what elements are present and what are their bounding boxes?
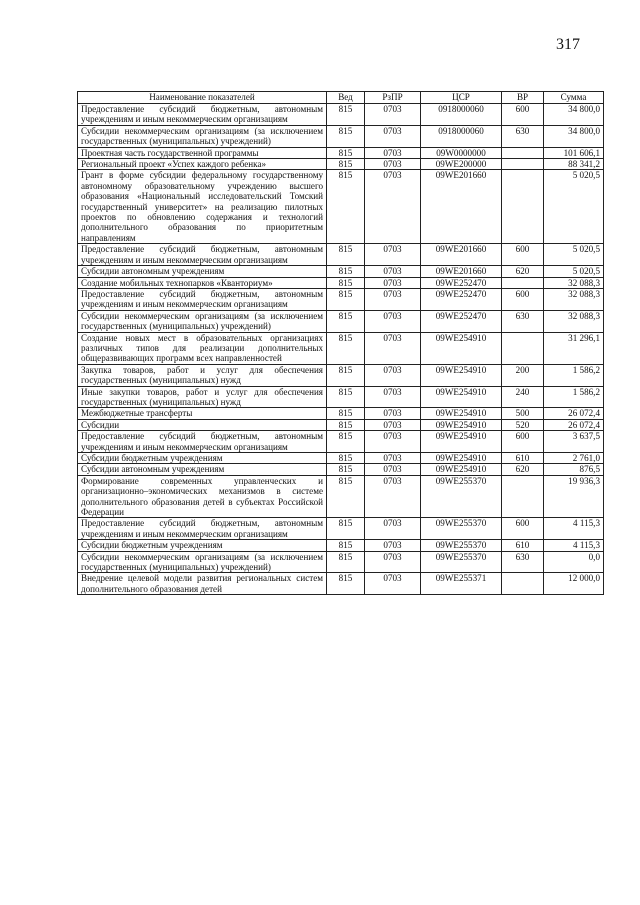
budget-table — [77, 91, 604, 595]
cell-vr: 600 — [502, 244, 544, 266]
cell-csr: 09WE255370 — [421, 540, 502, 551]
cell-csr: 0918000060 — [421, 104, 502, 126]
table-row — [78, 453, 604, 464]
header-vr: ВР — [502, 92, 544, 104]
cell-ved: 815 — [327, 518, 365, 540]
cell-rzpr: 0703 — [365, 540, 421, 551]
cell-vr: 600 — [502, 518, 544, 540]
cell-rzpr: 0703 — [365, 125, 421, 147]
cell-vr: 500 — [502, 408, 544, 419]
cell-ved: 815 — [327, 464, 365, 475]
cell-vr: 620 — [502, 464, 544, 475]
cell-ved: 815 — [327, 386, 365, 408]
cell-csr: 09WE252470 — [421, 288, 502, 310]
cell-name: Предоставление субсидий бюджетным, автономным учреждениям и иным некоммерческим организациям — [78, 288, 327, 310]
cell-vr: 630 — [502, 551, 544, 573]
cell-rzpr: 0703 — [365, 419, 421, 430]
header-rzpr: РзПР — [365, 92, 421, 104]
cell-ved: 815 — [327, 408, 365, 419]
cell-csr: 09WE252470 — [421, 310, 502, 332]
cell-ved: 815 — [327, 332, 365, 364]
cell-csr: 09WE254910 — [421, 386, 502, 408]
cell-name: Субсидии автономным учреждениям — [78, 464, 327, 475]
cell-ved: 815 — [327, 147, 365, 158]
cell-rzpr: 0703 — [365, 573, 421, 595]
cell-csr: 09WE201660 — [421, 266, 502, 277]
cell-sum: 5 020,5 — [544, 244, 604, 266]
cell-csr: 09WE254910 — [421, 408, 502, 419]
cell-csr: 09WE254910 — [421, 431, 502, 453]
cell-name: Создание мобильных технопарков «Кванториум» — [78, 277, 327, 288]
cell-csr: 0918000060 — [421, 125, 502, 147]
cell-vr: 610 — [502, 540, 544, 551]
cell-sum: 5 020,5 — [544, 266, 604, 277]
cell-vr: 600 — [502, 288, 544, 310]
table-row — [78, 104, 604, 126]
cell-rzpr: 0703 — [365, 147, 421, 158]
table-row — [78, 419, 604, 430]
header-sum: Сумма — [544, 92, 604, 104]
cell-sum: 3 637,5 — [544, 431, 604, 453]
cell-csr: 09WE252470 — [421, 277, 502, 288]
cell-ved: 815 — [327, 266, 365, 277]
table-row — [78, 475, 604, 518]
cell-ved: 815 — [327, 475, 365, 518]
table-row — [78, 277, 604, 288]
cell-sum: 26 072,4 — [544, 419, 604, 430]
header-csr: ЦСР — [421, 92, 502, 104]
cell-ved: 815 — [327, 288, 365, 310]
cell-name: Внедрение целевой модели развития региональных систем дополнительного образования детей — [78, 573, 327, 595]
cell-rzpr: 0703 — [365, 386, 421, 408]
cell-vr — [502, 170, 544, 244]
cell-ved: 815 — [327, 419, 365, 430]
cell-sum: 4 115,3 — [544, 540, 604, 551]
cell-ved: 815 — [327, 170, 365, 244]
cell-csr: 09WE255370 — [421, 551, 502, 573]
cell-sum: 0,0 — [544, 551, 604, 573]
cell-vr: 630 — [502, 125, 544, 147]
cell-rzpr: 0703 — [365, 475, 421, 518]
cell-vr — [502, 573, 544, 595]
cell-ved: 815 — [327, 431, 365, 453]
cell-rzpr: 0703 — [365, 310, 421, 332]
cell-ved: 815 — [327, 453, 365, 464]
table-row — [78, 125, 604, 147]
cell-rzpr: 0703 — [365, 244, 421, 266]
cell-ved: 815 — [327, 573, 365, 595]
cell-rzpr: 0703 — [365, 408, 421, 419]
cell-name: Предоставление субсидий бюджетным, автономным учреждениям и иным некоммерческим организациям — [78, 104, 327, 126]
cell-name: Иные закупки товаров, работ и услуг для обеспечения государственных (муниципальных) нужд — [78, 386, 327, 408]
table-row — [78, 147, 604, 158]
table-body — [78, 104, 604, 595]
cell-name: Грант в форме субсидии федеральному государственному автономному образовательному учреждению высшего образования «Национальный исследовательский Томский государственный университет» на реализацию пилотных проектов по обновлению содержания и технологий дополнительного образования по приоритетным направлениям — [78, 170, 327, 244]
cell-rzpr: 0703 — [365, 170, 421, 244]
cell-ved: 815 — [327, 244, 365, 266]
cell-vr: 610 — [502, 453, 544, 464]
cell-name: Субсидии автономным учреждениям — [78, 266, 327, 277]
cell-name: Субсидии бюджетным учреждениям — [78, 540, 327, 551]
cell-sum: 1 586,2 — [544, 364, 604, 386]
cell-csr: 09WE254910 — [421, 364, 502, 386]
table-row — [78, 431, 604, 453]
cell-name: Проектная часть государственной программы — [78, 147, 327, 158]
cell-name: Субсидии бюджетным учреждениям — [78, 453, 327, 464]
table-row — [78, 518, 604, 540]
table-row — [78, 386, 604, 408]
cell-sum: 12 000,0 — [544, 573, 604, 595]
cell-ved: 815 — [327, 551, 365, 573]
cell-csr: 09W0000000 — [421, 147, 502, 158]
cell-name: Субсидии некоммерческим организациям (за исключением государственных (муниципальных) учреждений) — [78, 125, 327, 147]
table-row — [78, 551, 604, 573]
table-row — [78, 288, 604, 310]
cell-name: Субсидии — [78, 419, 327, 430]
cell-csr: 09WE255370 — [421, 475, 502, 518]
cell-rzpr: 0703 — [365, 277, 421, 288]
cell-sum: 19 936,3 — [544, 475, 604, 518]
cell-rzpr: 0703 — [365, 159, 421, 170]
cell-rzpr: 0703 — [365, 288, 421, 310]
cell-vr: 620 — [502, 266, 544, 277]
table-row — [78, 310, 604, 332]
cell-ved: 815 — [327, 310, 365, 332]
cell-ved: 815 — [327, 364, 365, 386]
table-row — [78, 332, 604, 364]
cell-rzpr: 0703 — [365, 453, 421, 464]
cell-vr: 520 — [502, 419, 544, 430]
table-row — [78, 159, 604, 170]
cell-ved: 815 — [327, 159, 365, 170]
cell-csr: 09WE200000 — [421, 159, 502, 170]
table-header-row — [78, 92, 604, 104]
cell-rzpr: 0703 — [365, 551, 421, 573]
cell-sum: 2 761,0 — [544, 453, 604, 464]
cell-sum: 1 586,2 — [544, 386, 604, 408]
cell-rzpr: 0703 — [365, 431, 421, 453]
table-row — [78, 266, 604, 277]
cell-name: Субсидии некоммерческим организациям (за исключением государственных (муниципальных) учреждений) — [78, 551, 327, 573]
cell-vr — [502, 147, 544, 158]
cell-rzpr: 0703 — [365, 266, 421, 277]
cell-name: Закупка товаров, работ и услуг для обеспечения государственных (муниципальных) нужд — [78, 364, 327, 386]
cell-sum: 5 020,5 — [544, 170, 604, 244]
cell-csr: 09WE254910 — [421, 419, 502, 430]
cell-vr: 630 — [502, 310, 544, 332]
cell-sum: 4 115,3 — [544, 518, 604, 540]
cell-csr: 09WE201660 — [421, 170, 502, 244]
cell-name: Региональный проект «Успех каждого ребенка» — [78, 159, 327, 170]
cell-rzpr: 0703 — [365, 104, 421, 126]
cell-csr: 09WE255370 — [421, 518, 502, 540]
cell-sum: 34 800,0 — [544, 125, 604, 147]
table-row — [78, 170, 604, 244]
cell-rzpr: 0703 — [365, 518, 421, 540]
cell-name: Межбюджетные трансферты — [78, 408, 327, 419]
cell-csr: 09WE255371 — [421, 573, 502, 595]
cell-vr: 200 — [502, 364, 544, 386]
cell-name: Предоставление субсидий бюджетным, автономным учреждениям и иным некоммерческим организациям — [78, 518, 327, 540]
cell-name: Создание новых мест в образовательных организациях различных типов для реализации дополнительных общеразвивающих программ всех направленностей — [78, 332, 327, 364]
table-row — [78, 244, 604, 266]
cell-ved: 815 — [327, 104, 365, 126]
table-row — [78, 364, 604, 386]
cell-name: Субсидии некоммерческим организациям (за исключением государственных (муниципальных) учреждений) — [78, 310, 327, 332]
cell-csr: 09WE254910 — [421, 453, 502, 464]
cell-ved: 815 — [327, 125, 365, 147]
cell-sum: 32 088,3 — [544, 310, 604, 332]
cell-vr: 240 — [502, 386, 544, 408]
cell-vr: 600 — [502, 431, 544, 453]
cell-sum: 876,5 — [544, 464, 604, 475]
table-row — [78, 540, 604, 551]
table-row — [78, 573, 604, 595]
cell-vr — [502, 277, 544, 288]
cell-vr — [502, 475, 544, 518]
table-row — [78, 408, 604, 419]
cell-vr — [502, 332, 544, 364]
cell-ved: 815 — [327, 277, 365, 288]
cell-rzpr: 0703 — [365, 332, 421, 364]
cell-sum: 88 341,2 — [544, 159, 604, 170]
header-name: Наименование показателей — [78, 92, 327, 104]
cell-sum: 32 088,3 — [544, 288, 604, 310]
cell-sum: 26 072,4 — [544, 408, 604, 419]
cell-name: Формирование современных управленческих и организационно–экономических механизмов в системе дополнительного образования детей в субъектах Российской Федерации — [78, 475, 327, 518]
cell-sum: 31 296,1 — [544, 332, 604, 364]
cell-name: Предоставление субсидий бюджетным, автономным учреждениям и иным некоммерческим организациям — [78, 244, 327, 266]
cell-sum: 32 088,3 — [544, 277, 604, 288]
cell-ved: 815 — [327, 540, 365, 551]
cell-rzpr: 0703 — [365, 364, 421, 386]
cell-csr: 09WE254910 — [421, 464, 502, 475]
cell-sum: 101 606,1 — [544, 147, 604, 158]
cell-vr — [502, 159, 544, 170]
cell-csr: 09WE254910 — [421, 332, 502, 364]
page-number: 317 — [556, 36, 580, 53]
cell-csr: 09WE201660 — [421, 244, 502, 266]
cell-vr: 600 — [502, 104, 544, 126]
cell-rzpr: 0703 — [365, 464, 421, 475]
table-row — [78, 464, 604, 475]
header-ved: Вед — [327, 92, 365, 104]
cell-name: Предоставление субсидий бюджетным, автономным учреждениям и иным некоммерческим организациям — [78, 431, 327, 453]
cell-sum: 34 800,0 — [544, 104, 604, 126]
